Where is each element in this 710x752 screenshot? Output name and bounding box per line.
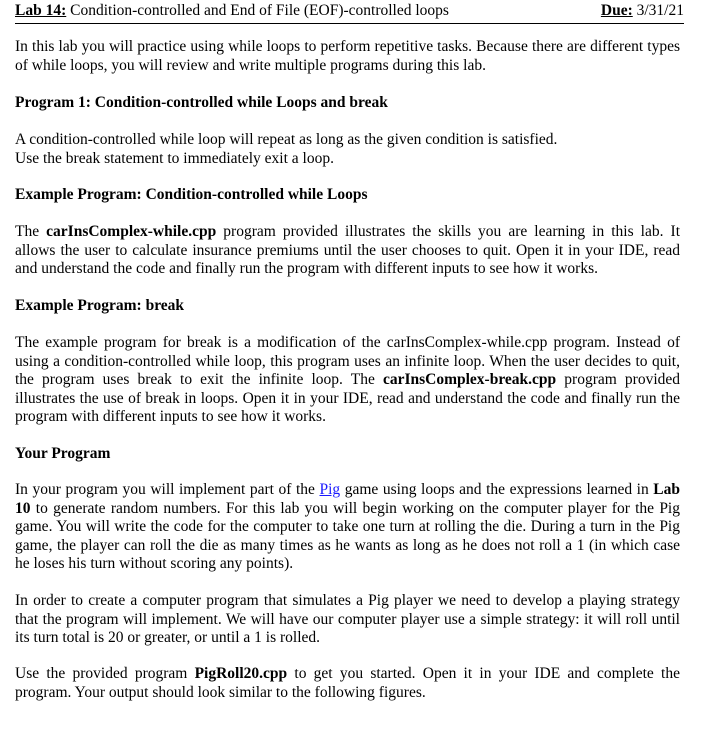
program1-heading: Program 1: Condition-controlled while Loops and break: [15, 94, 388, 111]
due-date: [601, 2, 684, 21]
example1-heading: Example Program: Condition-controlled while Loops: [15, 186, 368, 203]
program1-line1: A condition-controlled while loop will repeat as long as the given condition is satisfied.: [15, 131, 558, 148]
due-label: Due:: [600, 2, 633, 19]
intro-paragraph: [15, 38, 680, 75]
your-program-p2: [15, 592, 680, 648]
your-program-text2: In order to create a computer program that simulates a Pig player we need to develop a playing strategy that the program will implement. We will have our computer player use a simple strategy: it will roll until its turn total is 20 or greater, or until a 1 is rolled.: [15, 592, 680, 647]
program1-line2: Use the break statement to immediately exit a loop.: [15, 149, 334, 167]
example2-post: program provided illustrates the use of break in loops. Open it in your IDE, read and understand the code and finally run the program with different inputs to see how it works.: [15, 371, 681, 426]
your-program-text1: [15, 481, 680, 574]
due-date-value: 3/31/21: [632, 2, 684, 19]
program1-body: [15, 131, 680, 168]
example2-body: [15, 334, 680, 427]
intro-text: In this lab you will practice using while loops to perform repetitive tasks. Because there are different types of while loops, you will review and write multiple programs during this lab.: [15, 38, 680, 74]
your-program-text3: [15, 665, 680, 702]
example2-text: [15, 334, 680, 427]
p3-pre: Use the provided program: [15, 665, 195, 682]
your-program-p3: [15, 665, 680, 702]
lab10-ref: Lab 10: [15, 481, 681, 517]
p1-pre: In your program you will implement part of the: [15, 481, 320, 498]
example1-text: [15, 223, 680, 279]
pig-link[interactable]: Pig: [319, 481, 341, 498]
example1-post: program provided illustrates the skills you are learning in this lab. It allows the user to calculate insurance premiums until the user chooses to quit. Open it in your IDE, read and understand the code and finally run the program with different inputs to see how it works.: [15, 223, 680, 278]
your-program-p1: [15, 481, 680, 574]
example2-pre: The example program for break is a modification of the carInsComplex-while.cpp program. Instead of using a condition-controlled while loop, this program uses an infinite loop. When the user decides to quit, the program uses break to exit the infinite loop. The: [15, 334, 680, 389]
example1-file: carInsComplex-while.cpp: [46, 223, 217, 240]
example1-body: [15, 223, 680, 279]
pigroll-file: PigRoll20.cpp: [194, 665, 288, 682]
p1-post: to generate random numbers. For this lab you will begin working on the computer player for the Pig game. You will write the code for the computer to take one turn at rolling the die. During a turn in the Pig game, the player can roll the die as many times as he wants as long as he does not roll a 1 (in which case he loses his turn without scoring any points).: [15, 499, 680, 573]
p1-mid: game using loops and the expressions learned in: [340, 481, 654, 498]
example2-file: carInsComplex-break.cpp: [382, 371, 557, 389]
example1-section: [15, 186, 680, 205]
example1-pre: The: [15, 223, 47, 240]
document-header: [15, 2, 684, 22]
example2-heading: Example Program: break: [15, 297, 185, 314]
lab-title-text: Condition-controlled and End of File (EOF)-controlled loops: [66, 2, 449, 19]
program1-section: [15, 94, 680, 113]
your-program-heading: Your Program: [15, 445, 111, 462]
lab-label: Lab 14:: [15, 2, 67, 19]
p3-post: to get you started. Open it in your IDE and complete the program. Your output should look similar to the following figures.: [15, 665, 680, 701]
lab-title: [15, 2, 449, 21]
your-program-section: [15, 445, 680, 464]
example2-section: [15, 297, 680, 316]
header-rule: [15, 23, 684, 24]
